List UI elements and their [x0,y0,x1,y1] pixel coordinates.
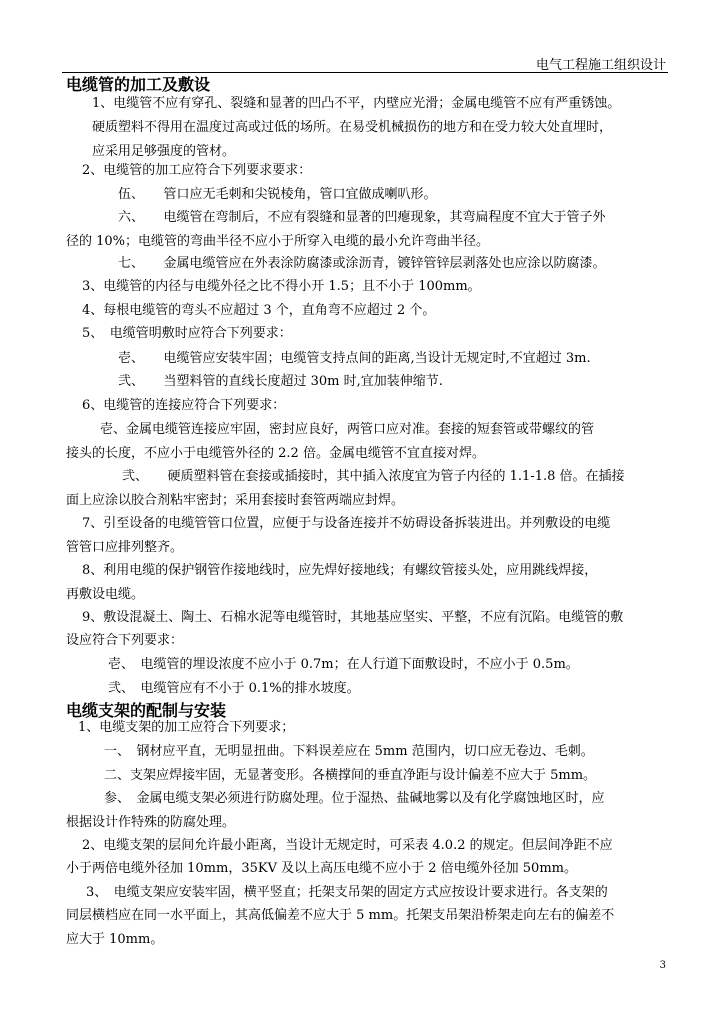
paragraph-line: 径的 10%；电缆管的弯曲半径不应小于所穿入电缆的最小允许弯曲半径。 [66,234,490,249]
paragraph-line: 4、每根电缆管的弯头不应超过 3 个，直角弯不应超过 2 个。 [82,303,436,318]
paragraph-line: 面上应涂以胶合剂粘牢密封；采用套接时套管两端应封焊。 [66,493,405,508]
paragraph-line: 3、 电缆支架应安装牢固，横平竖直；托架支吊架的固定方式应按设计要求进行。各支架的 [86,885,608,900]
paragraph-line: 5、 电缆管明敷时应符合下列要求： [82,326,292,341]
paragraph-line: 8、利用电缆的保护钢管作接地线时，应先焊好接地线；有螺纹管接头处，应用跳线焊接， [82,563,598,578]
paragraph-line: 应采用足够强度的管材。 [92,144,236,159]
paragraph-line: 应大于 10mm。 [66,932,164,947]
paragraph-line: 2、电缆管的加工应符合下列要求要求： [82,163,312,178]
paragraph-line: 弐、 当塑料管的直线长度超过 30m 时,宜加装伸缩节. [118,374,443,389]
paragraph-line: 1、电缆管不应有穿孔、裂缝和显著的凹凸不平，内壁应光滑；金属电缆管不应有严重锈蚀。 [92,96,621,111]
paragraph-line: 六、 电缆管在弯制后，不应有裂缝和显著的凹瘪现象，其弯扁程度不宜大于管子外 [118,210,606,225]
paragraph-line: 设应符合下列要求： [66,633,184,648]
section-heading-cable-support: 电缆支架的配制与安装 [66,701,227,720]
paragraph-line: 伍、 管口应无毛刺和尖锐棱角，管口宜做成喇叭形。 [118,187,437,202]
paragraph-line: 壱、金属电缆管连接应牢固，密封应良好，两管口应对准。套接的短套管或带螺纹的管 [100,422,595,437]
paragraph-line: 一、 钢材应平直，无明显扭曲。下料误差应在 5mm 范围内，切口应无卷边、毛刺。 [104,744,594,759]
paragraph-line: 弐、 电缆管应有不小于 0.1%的排水坡度。 [108,681,360,696]
paragraph-line: 6、电缆管的连接应符合下列要求： [82,398,286,413]
paragraph-line: 小于两倍电缆外径加 10mm，35KV 及以上高压电缆不应小于 2 倍电缆外径加 50mm。 [66,861,577,876]
paragraph-line: 2、电缆支架的层间允许最小距离，当设计无规定时，可采表 4.0.2 的规定。但层间净距不应 [82,838,613,853]
paragraph-line: 接头的长度，不应小于电缆管外径的 2.2 倍。金属电缆管不宜直接对焊。 [66,446,485,461]
paragraph-line: 管管口应排列整齐。 [66,540,184,555]
paragraph-line: 壱、 电缆管应安装牢固；电缆管支持点间的距离,当设计无规定时,不宜超过 3m. [118,351,591,366]
header-rule [62,72,668,73]
paragraph-line: 7、引至设备的电缆管管口位置，应便于与设备连接并不妨碍设备拆装进出。并列敷设的电缆 [82,516,611,531]
paragraph-line: 9、敷设混凝土、陶土、石棉水泥等电缆管时，其地基应坚实、平整，不应有沉陷。电缆管的敷 [82,610,624,625]
paragraph-line: 七、 金属电缆管应在外表涂防腐漆或涂沥青，镀锌管锌层剥落处也应涂以防腐漆。 [118,256,606,271]
paragraph-line: 参、 金属电缆支架必须进行防腐处理。位于湿热、盐碱地雾以及有化学腐蚀地区时，应 [104,791,605,806]
paragraph-line: 再敷设电缆。 [66,587,145,602]
paragraph-line: 3、电缆管的内径与电缆外径之比不得小开 1.5；且不小于 100mm。 [82,279,481,294]
paragraph-line: 1、电缆支架的加工应符合下列要求； [78,720,295,735]
paragraph-line: 根据设计作特殊的防腐处理。 [66,815,236,830]
paragraph-line: 硬质塑料不得用在温度过高或过低的场所。在易受机械损伤的地方和在受力较大处直埋时， [92,120,613,135]
section-heading-cable-pipe: 电缆管的加工及敷设 [66,75,211,94]
paragraph-line: 同层横档应在同一水平面上，其高低偏差不应大于 5 mm。托架支吊架沿桥架走向左右的偏差不 [66,908,615,923]
paragraph-line: 弐、 硬质塑料管在套接或插接时，其中插入浓度宜为管子内径的 1.1-1.8 倍。在插接 [122,469,625,484]
paragraph-line: 壱、 电缆管的埋设浓度不应小于 0.7m；在人行道下面敷设时，不应小于 0.5m。 [108,657,579,672]
running-header: 电气工程施工组织设计 [535,58,666,73]
paragraph-line: 二、支架应焊接牢固，无显著变形。各横撑间的垂直净距与设计偏差不应大于 5mm。 [104,768,597,783]
page-number: 3 [659,960,666,971]
